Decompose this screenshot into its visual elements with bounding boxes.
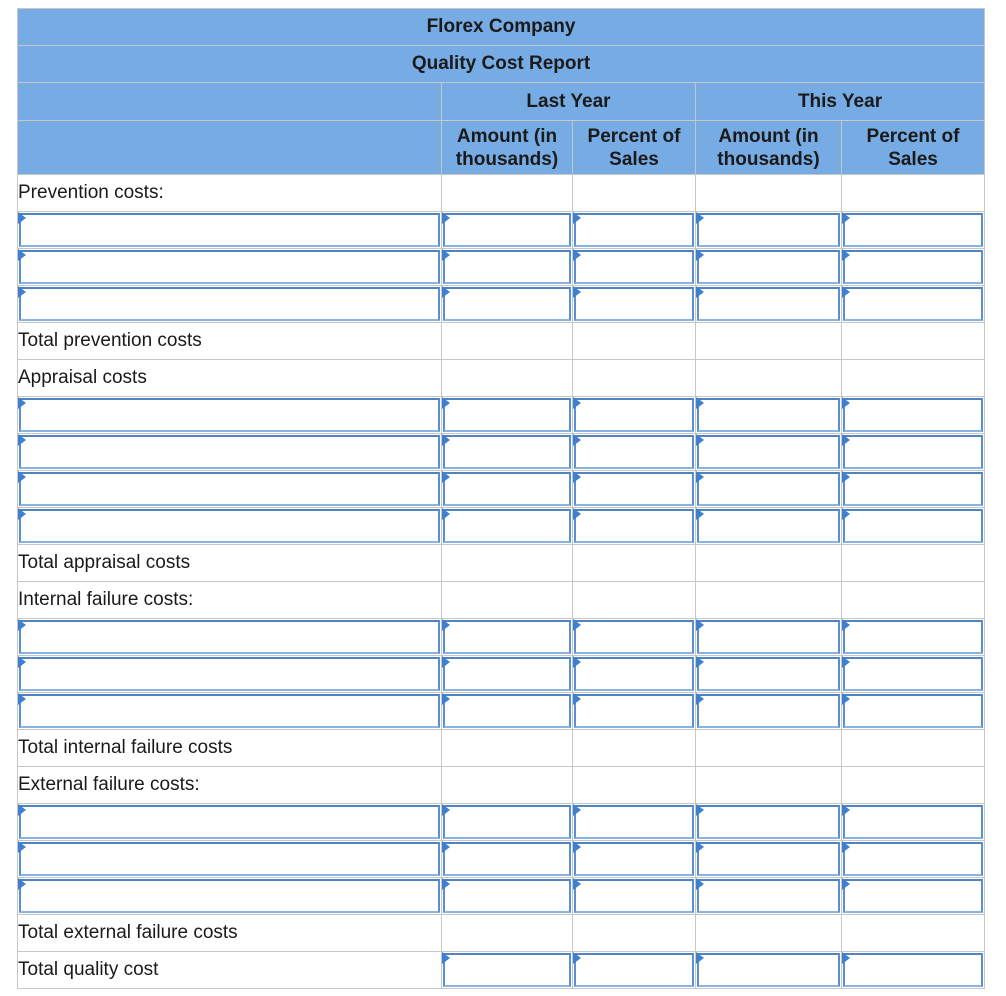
percent-last-year-input	[573, 508, 696, 545]
total-quality-label: Total quality cost	[18, 952, 442, 989]
percent-this-year-input	[842, 693, 985, 730]
amount-this-year-input-box[interactable]	[697, 842, 840, 876]
dropdown-marker-icon	[842, 434, 850, 446]
internal-failure-label: Internal failure costs:	[18, 582, 442, 619]
amount-last-year-input	[442, 286, 573, 323]
total-amount-this-year-input-box[interactable]	[697, 953, 840, 987]
dropdown-marker-icon	[842, 471, 850, 483]
percent-this-year-input	[842, 619, 985, 656]
percent-last-year-input	[573, 397, 696, 434]
internal-failure-input-row	[18, 619, 985, 656]
dropdown-marker-icon	[18, 619, 26, 631]
report-title: Quality Cost Report	[18, 46, 985, 83]
percent-this-year-input-box[interactable]	[843, 213, 983, 247]
percent-last-year-input-box[interactable]	[574, 805, 694, 839]
total-row	[18, 915, 985, 952]
prevention-input-row	[18, 286, 985, 323]
amount-this-year-input	[696, 397, 842, 434]
amount-last-year-input-box[interactable]	[443, 435, 571, 469]
dropdown-marker-icon	[18, 249, 26, 261]
quality-cost-report-table	[17, 8, 985, 989]
percent-last-year-input	[573, 249, 696, 286]
cost-item-input	[18, 249, 442, 286]
amount-last-year-input-box[interactable]	[443, 287, 571, 321]
cost-item-input	[18, 804, 442, 841]
total-appraisal-label: Total appraisal costs	[18, 545, 442, 582]
amount-last-year-input-box[interactable]	[443, 250, 571, 284]
cost-item-input-box[interactable]	[19, 842, 440, 876]
percent-last-year-input-box[interactable]	[574, 509, 694, 543]
col-amount-last-year: Amount (in thousands)	[442, 121, 573, 175]
section-row	[18, 767, 985, 804]
dropdown-marker-icon	[573, 841, 581, 853]
amount-this-year-input-box[interactable]	[697, 213, 840, 247]
cost-item-input-box[interactable]	[19, 435, 440, 469]
amount-last-year-input	[442, 878, 573, 915]
amount-last-year-input-box[interactable]	[443, 213, 571, 247]
dropdown-marker-icon	[573, 286, 581, 298]
percent-last-year-input-box[interactable]	[574, 472, 694, 506]
prevention-costs-label: Prevention costs:	[18, 175, 442, 212]
total-percent-this-year-input-box[interactable]	[843, 953, 983, 987]
total-percent-this-year-input	[842, 952, 985, 989]
empty-header-cell	[18, 121, 442, 175]
total-percent-last-year-input-box[interactable]	[574, 953, 694, 987]
dropdown-marker-icon	[842, 693, 850, 705]
cost-item-input-box[interactable]	[19, 213, 440, 247]
dropdown-marker-icon	[696, 841, 704, 853]
dropdown-marker-icon	[442, 878, 450, 890]
percent-last-year-input	[573, 619, 696, 656]
dropdown-marker-icon	[842, 841, 850, 853]
amount-this-year-input	[696, 841, 842, 878]
dropdown-marker-icon	[696, 434, 704, 446]
amount-this-year-input-box[interactable]	[697, 287, 840, 321]
amount-this-year-input-box[interactable]	[697, 250, 840, 284]
appraisal-input-row	[18, 508, 985, 545]
external-failure-input-row	[18, 804, 985, 841]
amount-this-year-input	[696, 286, 842, 323]
dropdown-marker-icon	[573, 804, 581, 816]
dropdown-marker-icon	[696, 212, 704, 224]
total-amount-last-year-input	[442, 952, 573, 989]
amount-this-year-input	[696, 249, 842, 286]
percent-this-year-input-box[interactable]	[843, 620, 983, 654]
appraisal-input-row	[18, 471, 985, 508]
percent-this-year-input-box[interactable]	[843, 879, 983, 913]
cost-item-input-box[interactable]	[19, 250, 440, 284]
amount-last-year-input-box[interactable]	[443, 694, 571, 728]
dropdown-marker-icon	[442, 212, 450, 224]
amount-last-year-input	[442, 434, 573, 471]
cost-item-input-box[interactable]	[19, 657, 440, 691]
dropdown-marker-icon	[442, 434, 450, 446]
total-row	[18, 545, 985, 582]
percent-last-year-input-box[interactable]	[574, 250, 694, 284]
company-row	[18, 9, 985, 46]
dropdown-marker-icon	[842, 878, 850, 890]
dropdown-marker-icon	[18, 878, 26, 890]
dropdown-marker-icon	[18, 656, 26, 668]
percent-this-year-input-box[interactable]	[843, 398, 983, 432]
percent-last-year-input-box[interactable]	[574, 287, 694, 321]
amount-last-year-input	[442, 397, 573, 434]
dropdown-marker-icon	[573, 212, 581, 224]
percent-this-year-input	[842, 841, 985, 878]
percent-this-year-input-box[interactable]	[843, 435, 983, 469]
percent-this-year-input-box[interactable]	[843, 657, 983, 691]
col-percent-this-year: Percent of Sales	[842, 121, 985, 175]
appraisal-costs-label: Appraisal costs	[18, 360, 442, 397]
amount-this-year-input-box[interactable]	[697, 509, 840, 543]
total-row	[18, 323, 985, 360]
amount-this-year-input	[696, 693, 842, 730]
amount-last-year-input	[442, 508, 573, 545]
dropdown-marker-icon	[842, 249, 850, 261]
amount-last-year-input-box[interactable]	[443, 657, 571, 691]
dropdown-marker-icon	[696, 952, 704, 964]
percent-this-year-input	[842, 249, 985, 286]
amount-this-year-input-box[interactable]	[697, 472, 840, 506]
total-quality-row	[18, 952, 985, 989]
percent-last-year-input-box[interactable]	[574, 694, 694, 728]
dropdown-marker-icon	[842, 952, 850, 964]
amount-last-year-input	[442, 804, 573, 841]
total-external-failure-label: Total external failure costs	[18, 915, 442, 952]
prevention-input-row	[18, 249, 985, 286]
dropdown-marker-icon	[842, 656, 850, 668]
external-failure-input-row	[18, 878, 985, 915]
amount-this-year-input-box[interactable]	[697, 435, 840, 469]
amount-last-year-input-box[interactable]	[443, 620, 571, 654]
dropdown-marker-icon	[18, 508, 26, 520]
external-failure-label: External failure costs:	[18, 767, 442, 804]
dropdown-marker-icon	[442, 508, 450, 520]
dropdown-marker-icon	[18, 693, 26, 705]
amount-last-year-input	[442, 471, 573, 508]
dropdown-marker-icon	[573, 434, 581, 446]
col-percent-last-year: Percent of Sales	[573, 121, 696, 175]
dropdown-marker-icon	[573, 656, 581, 668]
dropdown-marker-icon	[696, 878, 704, 890]
percent-this-year-input-box[interactable]	[843, 694, 983, 728]
percent-last-year-input-box[interactable]	[574, 620, 694, 654]
cost-item-input	[18, 693, 442, 730]
dropdown-marker-icon	[442, 804, 450, 816]
dropdown-marker-icon	[696, 508, 704, 520]
cost-item-input-box[interactable]	[19, 509, 440, 543]
period-this-year: This Year	[696, 83, 985, 121]
total-amount-last-year-input-box[interactable]	[443, 953, 571, 987]
dropdown-marker-icon	[696, 286, 704, 298]
dropdown-marker-icon	[442, 656, 450, 668]
dropdown-marker-icon	[842, 804, 850, 816]
amount-last-year-input	[442, 841, 573, 878]
cost-item-input-box[interactable]	[19, 694, 440, 728]
period-last-year: Last Year	[442, 83, 696, 121]
dropdown-marker-icon	[696, 619, 704, 631]
cost-item-input	[18, 841, 442, 878]
dropdown-marker-icon	[696, 471, 704, 483]
appraisal-input-row	[18, 434, 985, 471]
amount-last-year-input	[442, 619, 573, 656]
internal-failure-input-row	[18, 693, 985, 730]
dropdown-marker-icon	[842, 212, 850, 224]
cost-item-input	[18, 471, 442, 508]
cost-item-input	[18, 286, 442, 323]
total-row	[18, 730, 985, 767]
column-header-row	[18, 121, 985, 175]
percent-last-year-input-box[interactable]	[574, 398, 694, 432]
percent-last-year-input-box[interactable]	[574, 435, 694, 469]
cost-item-input	[18, 619, 442, 656]
percent-last-year-input	[573, 286, 696, 323]
dropdown-marker-icon	[573, 471, 581, 483]
amount-this-year-input-box[interactable]	[697, 879, 840, 913]
dropdown-marker-icon	[442, 286, 450, 298]
section-row	[18, 360, 985, 397]
amount-this-year-input	[696, 656, 842, 693]
cost-item-input	[18, 434, 442, 471]
dropdown-marker-icon	[18, 397, 26, 409]
cost-item-input	[18, 397, 442, 434]
total-internal-failure-label: Total internal failure costs	[18, 730, 442, 767]
amount-this-year-input-box[interactable]	[697, 657, 840, 691]
dropdown-marker-icon	[573, 952, 581, 964]
dropdown-marker-icon	[18, 286, 26, 298]
percent-last-year-input	[573, 841, 696, 878]
cost-item-input	[18, 212, 442, 249]
amount-this-year-input	[696, 619, 842, 656]
dropdown-marker-icon	[842, 397, 850, 409]
section-row	[18, 582, 985, 619]
amount-this-year-input-box[interactable]	[697, 398, 840, 432]
dropdown-marker-icon	[573, 508, 581, 520]
cost-item-input-box[interactable]	[19, 805, 440, 839]
percent-this-year-input-box[interactable]	[843, 842, 983, 876]
dropdown-marker-icon	[18, 434, 26, 446]
cost-item-input	[18, 508, 442, 545]
percent-this-year-input	[842, 212, 985, 249]
total-amount-this-year-input	[696, 952, 842, 989]
dropdown-marker-icon	[573, 693, 581, 705]
dropdown-marker-icon	[18, 804, 26, 816]
percent-this-year-input	[842, 804, 985, 841]
amount-this-year-input-box[interactable]	[697, 694, 840, 728]
amount-last-year-input-box[interactable]	[443, 805, 571, 839]
amount-this-year-input-box[interactable]	[697, 805, 840, 839]
col-amount-this-year: Amount (in thousands)	[696, 121, 842, 175]
dropdown-marker-icon	[842, 286, 850, 298]
amount-this-year-input-box[interactable]	[697, 620, 840, 654]
dropdown-marker-icon	[842, 508, 850, 520]
percent-this-year-input	[842, 471, 985, 508]
dropdown-marker-icon	[442, 841, 450, 853]
amount-this-year-input	[696, 471, 842, 508]
percent-this-year-input-box[interactable]	[843, 250, 983, 284]
percent-last-year-input	[573, 656, 696, 693]
amount-this-year-input	[696, 212, 842, 249]
percent-this-year-input	[842, 508, 985, 545]
percent-this-year-input-box[interactable]	[843, 805, 983, 839]
percent-last-year-input-box[interactable]	[574, 213, 694, 247]
amount-last-year-input	[442, 249, 573, 286]
amount-this-year-input	[696, 804, 842, 841]
section-row	[18, 175, 985, 212]
cost-item-input-box[interactable]	[19, 472, 440, 506]
percent-last-year-input	[573, 434, 696, 471]
amount-last-year-input-box[interactable]	[443, 472, 571, 506]
amount-last-year-input	[442, 693, 573, 730]
amount-last-year-input-box[interactable]	[443, 879, 571, 913]
percent-this-year-input	[842, 286, 985, 323]
company-name: Florex Company	[18, 9, 985, 46]
dropdown-marker-icon	[696, 693, 704, 705]
cost-item-input-box[interactable]	[19, 620, 440, 654]
dropdown-marker-icon	[842, 619, 850, 631]
report-title-row	[18, 46, 985, 83]
dropdown-marker-icon	[442, 693, 450, 705]
total-prevention-label: Total prevention costs	[18, 323, 442, 360]
amount-this-year-input	[696, 434, 842, 471]
percent-last-year-input	[573, 212, 696, 249]
total-percent-last-year-input	[573, 952, 696, 989]
dropdown-marker-icon	[442, 619, 450, 631]
dropdown-marker-icon	[573, 397, 581, 409]
percent-last-year-input-box[interactable]	[574, 657, 694, 691]
percent-this-year-input-box[interactable]	[843, 509, 983, 543]
amount-last-year-input	[442, 212, 573, 249]
percent-this-year-input	[842, 656, 985, 693]
amount-last-year-input-box[interactable]	[443, 842, 571, 876]
appraisal-input-row	[18, 397, 985, 434]
dropdown-marker-icon	[18, 471, 26, 483]
internal-failure-input-row	[18, 656, 985, 693]
cost-item-input	[18, 878, 442, 915]
percent-this-year-input	[842, 434, 985, 471]
percent-this-year-input	[842, 878, 985, 915]
dropdown-marker-icon	[18, 841, 26, 853]
dropdown-marker-icon	[442, 397, 450, 409]
external-failure-input-row	[18, 841, 985, 878]
dropdown-marker-icon	[442, 952, 450, 964]
dropdown-marker-icon	[18, 212, 26, 224]
percent-this-year-input-box[interactable]	[843, 287, 983, 321]
dropdown-marker-icon	[696, 397, 704, 409]
dropdown-marker-icon	[573, 249, 581, 261]
prevention-input-row	[18, 212, 985, 249]
dropdown-marker-icon	[696, 249, 704, 261]
amount-this-year-input	[696, 508, 842, 545]
percent-last-year-input-box[interactable]	[574, 842, 694, 876]
cost-item-input-box[interactable]	[19, 879, 440, 913]
empty-header-cell	[18, 83, 442, 121]
dropdown-marker-icon	[442, 471, 450, 483]
percent-this-year-input-box[interactable]	[843, 472, 983, 506]
cost-item-input-box[interactable]	[19, 287, 440, 321]
dropdown-marker-icon	[442, 249, 450, 261]
cost-item-input	[18, 656, 442, 693]
dropdown-marker-icon	[573, 619, 581, 631]
amount-last-year-input-box[interactable]	[443, 509, 571, 543]
percent-last-year-input	[573, 878, 696, 915]
percent-last-year-input	[573, 471, 696, 508]
period-header-row	[18, 83, 985, 121]
percent-this-year-input	[842, 397, 985, 434]
amount-this-year-input	[696, 878, 842, 915]
amount-last-year-input-box[interactable]	[443, 398, 571, 432]
dropdown-marker-icon	[696, 804, 704, 816]
cost-item-input-box[interactable]	[19, 398, 440, 432]
percent-last-year-input	[573, 804, 696, 841]
amount-last-year-input	[442, 656, 573, 693]
percent-last-year-input-box[interactable]	[574, 879, 694, 913]
dropdown-marker-icon	[573, 878, 581, 890]
percent-last-year-input	[573, 693, 696, 730]
dropdown-marker-icon	[696, 656, 704, 668]
